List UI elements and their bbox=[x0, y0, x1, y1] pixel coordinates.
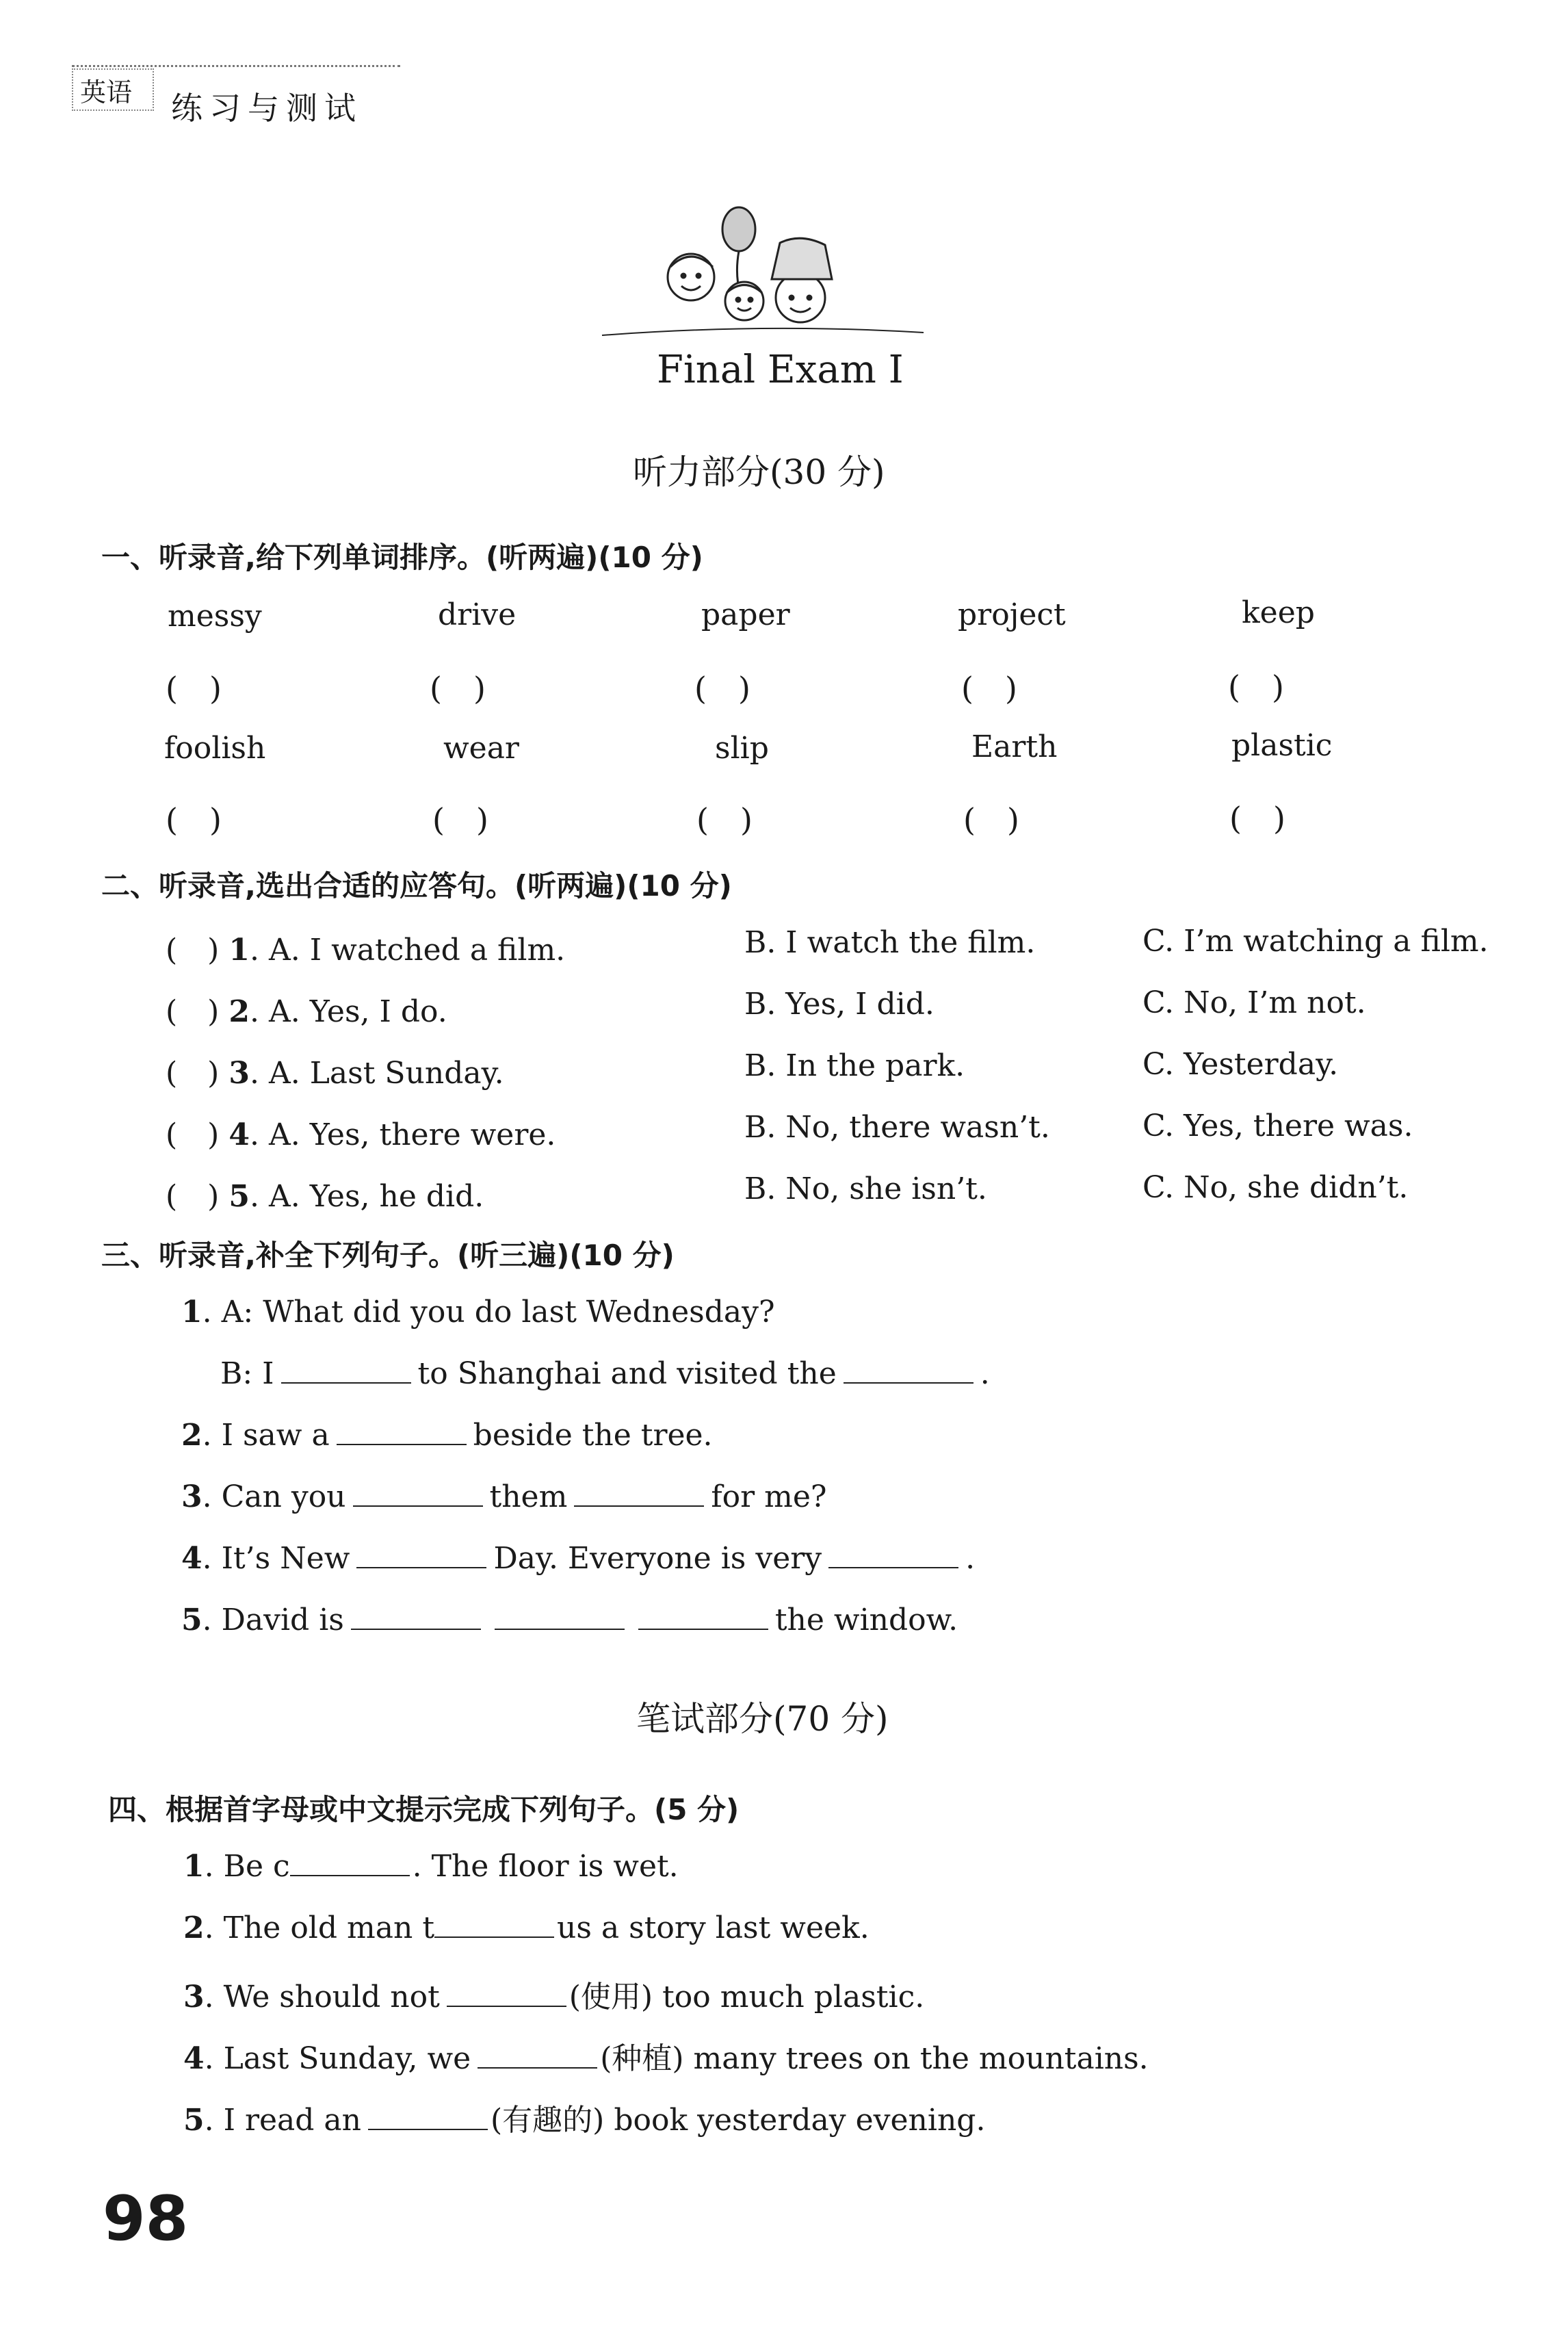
q3-sentence bbox=[220, 1356, 990, 1391]
q3-sentence: 4. It’s New Day. Everyone is very . bbox=[181, 1541, 976, 1576]
q1-title: 一、听录音,给下列单词排序。(听两遍)(10 分) bbox=[101, 541, 703, 574]
q1-word: paper bbox=[701, 597, 790, 632]
answer-bracket[interactable]: ( ) bbox=[963, 801, 1019, 838]
fill-blank[interactable] bbox=[281, 1359, 411, 1384]
option-a: A. Yes, I do. bbox=[268, 994, 447, 1029]
q2-item: ( ) 3. A. Last Sunday. bbox=[166, 1056, 504, 1091]
q2-title: 二、听录音,选出合适的应答句。(听两遍)(10 分) bbox=[101, 869, 732, 903]
q4-sentence: 4. Last Sunday, we (种植) many trees on the mountains. bbox=[183, 2041, 1149, 2076]
sentence-text: the window. bbox=[774, 1603, 958, 1637]
answer-bracket[interactable]: ( ) bbox=[166, 1117, 220, 1152]
answer-bracket[interactable]: ( ) bbox=[696, 801, 753, 838]
fill-blank[interactable] bbox=[290, 1852, 410, 1876]
option-a: A. I watched a film. bbox=[268, 933, 566, 968]
fill-blank[interactable] bbox=[337, 1421, 467, 1445]
sentence-text: David is bbox=[221, 1603, 344, 1637]
header-rule bbox=[72, 65, 400, 67]
q1-word: messy bbox=[168, 599, 262, 634]
q1-word: Earth bbox=[971, 729, 1058, 764]
q3-sentence: 3. Can you them for me? bbox=[181, 1479, 827, 1514]
option-a: A. Yes, there were. bbox=[268, 1117, 556, 1152]
item-number: 1 bbox=[228, 933, 250, 968]
option-b: B. In the park. bbox=[744, 1048, 965, 1083]
answer-bracket[interactable]: ( ) bbox=[1229, 800, 1285, 837]
page-number: 98 bbox=[103, 2183, 189, 2255]
option-c: C. Yes, there was. bbox=[1142, 1109, 1413, 1143]
q2-item: ( ) 1. A. I watched a film. bbox=[166, 933, 566, 968]
option-a: A. Yes, he did. bbox=[268, 1179, 484, 1214]
sentence-text: Can you bbox=[221, 1479, 346, 1514]
option-c: C. Yesterday. bbox=[1142, 1047, 1339, 1082]
sentence-text: . The floor is wet. bbox=[412, 1849, 679, 1884]
item-number: 1 bbox=[183, 1849, 205, 1884]
sentence-text: A: What did you do last Wednesday? bbox=[221, 1295, 775, 1330]
option-b: B. I watch the film. bbox=[744, 925, 1036, 960]
sentence-text: . bbox=[980, 1356, 990, 1391]
q3-title: 三、听录音,补全下列句子。(听三遍)(10 分) bbox=[101, 1239, 675, 1272]
sentence-text: for me? bbox=[711, 1479, 827, 1514]
q1-word: drive bbox=[438, 597, 517, 632]
kids-illustration bbox=[582, 198, 965, 349]
option-b: B. Yes, I did. bbox=[744, 987, 935, 1022]
option-c: C. No, she didn’t. bbox=[1142, 1170, 1409, 1205]
fill-blank[interactable] bbox=[478, 2044, 597, 2069]
q2-item: ( ) 2. A. Yes, I do. bbox=[166, 994, 447, 1029]
fill-blank[interactable] bbox=[356, 1544, 486, 1568]
listening-heading: 听力部分(30 分) bbox=[633, 452, 885, 492]
sentence-text: We should not bbox=[223, 1980, 440, 2014]
q1-word: project bbox=[958, 597, 1066, 632]
sentence-text: Last Sunday, we bbox=[223, 2041, 471, 2076]
item-number: 2 bbox=[183, 1910, 205, 1945]
book-title: 练习与测试 bbox=[171, 90, 363, 127]
q4-sentence: 3. We should not (使用) too much plastic. bbox=[183, 1980, 925, 2014]
q1-word: foolish bbox=[164, 731, 266, 766]
answer-bracket[interactable]: ( ) bbox=[694, 670, 750, 707]
sentence-text: . bbox=[965, 1541, 976, 1576]
q3-sentence: 2. I saw a beside the tree. bbox=[181, 1418, 713, 1453]
subject-label: 英语 bbox=[80, 77, 133, 107]
q3-sentence: 1. A: What did you do last Wednesday? bbox=[181, 1295, 775, 1330]
option-c: C. No, I’m not. bbox=[1142, 985, 1366, 1020]
sentence-text: (种植) many trees on the mountains. bbox=[600, 2041, 1149, 2076]
q1-word: slip bbox=[715, 731, 769, 766]
fill-blank[interactable] bbox=[828, 1544, 958, 1568]
sentence-text: I saw a bbox=[221, 1418, 330, 1453]
item-number: 2 bbox=[228, 994, 250, 1029]
fill-blank[interactable] bbox=[574, 1482, 704, 1507]
item-number: 3 bbox=[228, 1056, 250, 1091]
item-number: 4 bbox=[181, 1541, 202, 1576]
option-c: C. I’m watching a film. bbox=[1142, 924, 1489, 959]
sentence-text: them bbox=[489, 1479, 568, 1514]
answer-bracket[interactable]: ( ) bbox=[1228, 669, 1284, 705]
answer-bracket[interactable]: ( ) bbox=[432, 801, 488, 838]
answer-bracket[interactable]: ( ) bbox=[166, 1179, 220, 1214]
q3-sentence: 5. David is the window. bbox=[181, 1603, 958, 1637]
q4-sentence: 1. Be c . The floor is wet. bbox=[183, 1849, 679, 1884]
sentence-text: I read an bbox=[223, 2103, 362, 2138]
sentence-text: B: I bbox=[220, 1356, 274, 1391]
item-number: 4 bbox=[183, 2041, 205, 2076]
answer-bracket[interactable]: ( ) bbox=[166, 801, 222, 838]
writing-heading: 笔试部分(70 分) bbox=[636, 1699, 889, 1739]
q1-word: plastic bbox=[1231, 728, 1333, 763]
fill-blank[interactable] bbox=[351, 1605, 481, 1630]
fill-blank[interactable] bbox=[434, 1913, 554, 1938]
q2-item: ( ) 5. A. Yes, he did. bbox=[166, 1179, 484, 1214]
exam-title: Final Exam Ⅰ bbox=[657, 348, 904, 392]
fill-blank[interactable] bbox=[447, 1982, 566, 2007]
item-number: 3 bbox=[183, 1980, 205, 2014]
sentence-text: It’s New bbox=[221, 1541, 350, 1576]
q4-sentence: 5. I read an (有趣的) book yesterday evening. bbox=[183, 2103, 986, 2138]
fill-blank[interactable] bbox=[638, 1605, 768, 1630]
fill-blank[interactable] bbox=[353, 1482, 483, 1507]
item-number: 4 bbox=[228, 1117, 250, 1152]
sentence-text: Be c bbox=[223, 1849, 290, 1884]
sentence-text: us a story last week. bbox=[557, 1910, 870, 1945]
answer-bracket[interactable]: ( ) bbox=[961, 670, 1017, 707]
sentence-text: (有趣的) book yesterday evening. bbox=[491, 2103, 986, 2138]
answer-bracket[interactable]: ( ) bbox=[166, 933, 220, 968]
item-number: 5 bbox=[181, 1603, 202, 1637]
option-a: A. Last Sunday. bbox=[268, 1056, 504, 1091]
sentence-text: to Shanghai and visited the bbox=[417, 1356, 837, 1391]
answer-bracket[interactable]: ( ) bbox=[166, 1056, 220, 1091]
q1-word: keep bbox=[1242, 595, 1315, 630]
sentence-text: (使用) too much plastic. bbox=[569, 1980, 925, 2014]
fill-blank[interactable] bbox=[844, 1359, 974, 1384]
item-number: 2 bbox=[181, 1418, 202, 1453]
option-b: B. No, there wasn’t. bbox=[744, 1110, 1050, 1145]
fill-blank[interactable] bbox=[368, 2106, 488, 2130]
item-number: 5 bbox=[183, 2103, 205, 2138]
item-number: 3 bbox=[181, 1479, 202, 1514]
item-number: 1 bbox=[181, 1295, 202, 1330]
answer-bracket[interactable]: ( ) bbox=[430, 670, 486, 707]
sentence-text: beside the tree. bbox=[473, 1418, 713, 1453]
answer-bracket[interactable]: ( ) bbox=[166, 670, 222, 707]
q4-title: 四、根据首字母或中文提示完成下列句子。(5 分) bbox=[108, 1793, 740, 1826]
q1-word: wear bbox=[443, 731, 519, 766]
q2-item: ( ) 4. A. Yes, there were. bbox=[166, 1117, 556, 1152]
q4-sentence: 2. The old man t us a story last week. bbox=[183, 1910, 870, 1945]
option-b: B. No, she isn’t. bbox=[744, 1171, 987, 1206]
fill-blank[interactable] bbox=[495, 1605, 625, 1630]
sentence-text: The old man t bbox=[223, 1910, 434, 1945]
item-number: 5 bbox=[228, 1179, 250, 1214]
answer-bracket[interactable]: ( ) bbox=[166, 994, 220, 1029]
sentence-text: Day. Everyone is very bbox=[493, 1541, 822, 1576]
